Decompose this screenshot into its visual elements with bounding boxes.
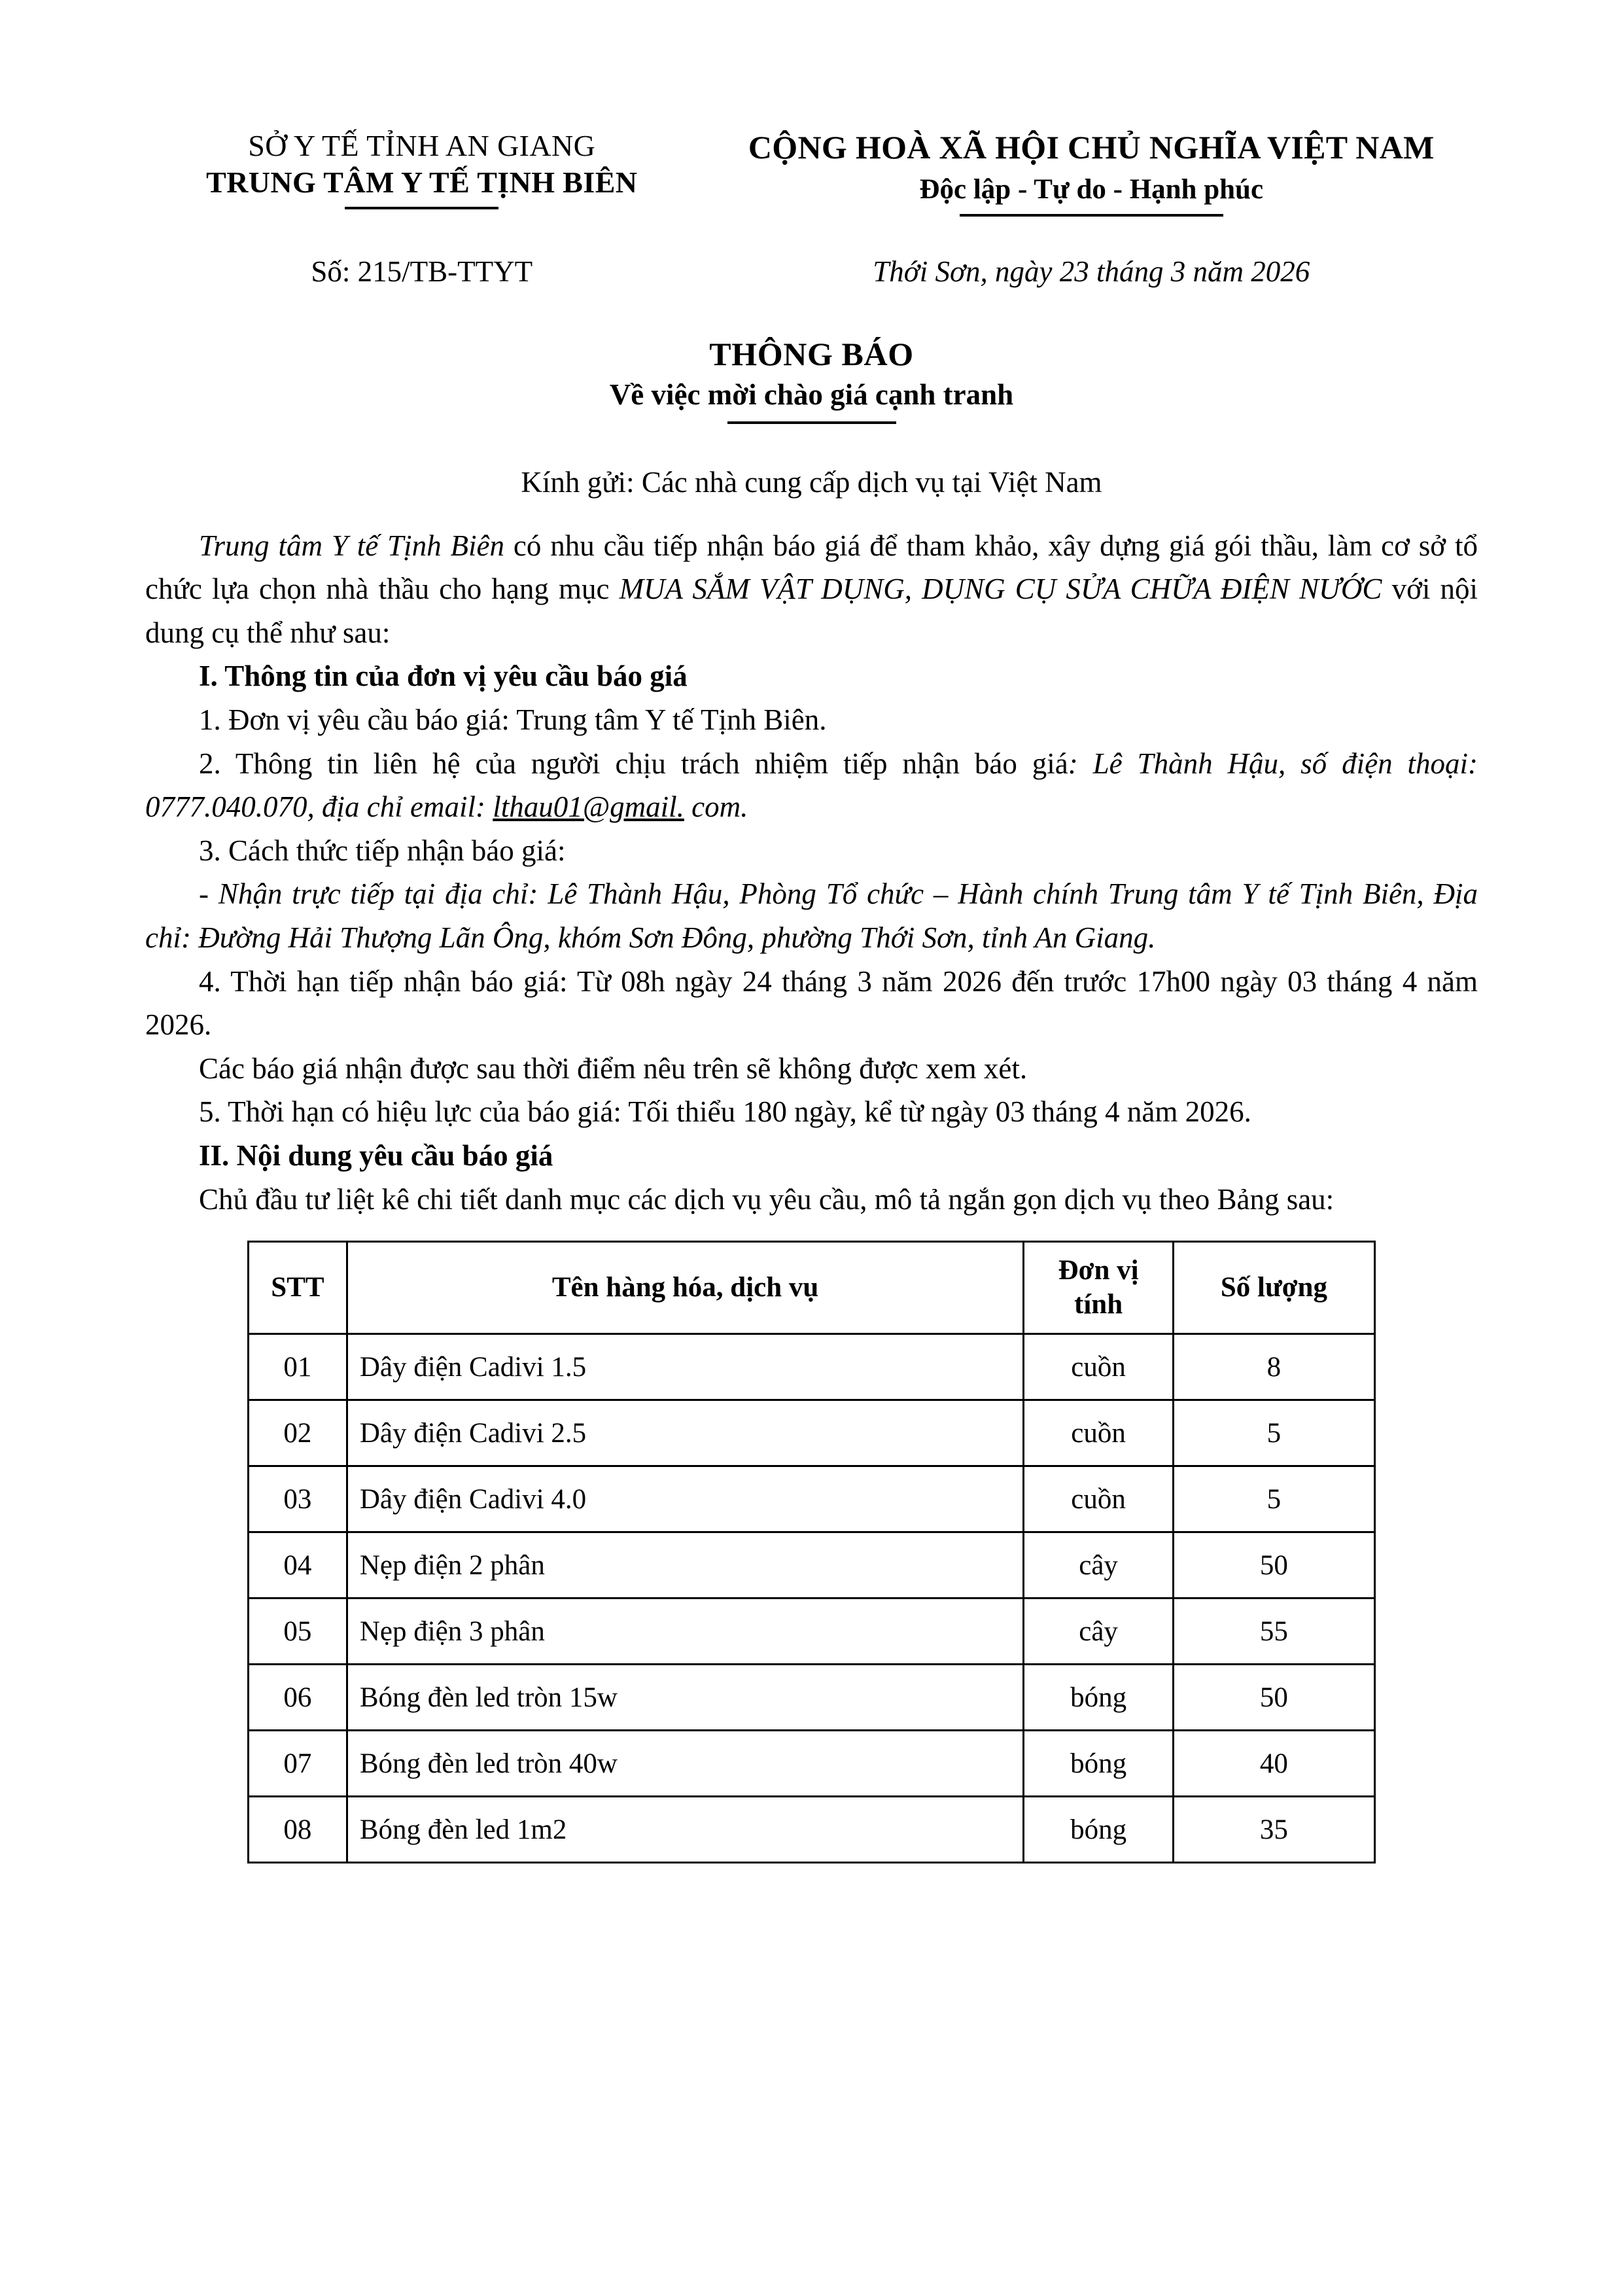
row-unit: cây (1024, 1532, 1173, 1598)
table-row (249, 1731, 1375, 1797)
national-motto: Độc lập - Tự do - Hạnh phúc (919, 174, 1264, 205)
section-1-item-2 (145, 742, 1478, 829)
row-unit: bóng (1024, 1665, 1173, 1731)
table-row (249, 1334, 1375, 1400)
goods-table (247, 1241, 1376, 1863)
section-1-item-4: 4. Thời hạn tiếp nhận báo giá: Từ 08h ngày 24 tháng 3 năm 2026 đến trước 17h00 ngày 03 tháng 4 năm 2026. (145, 964, 1478, 1042)
row-name: Bóng đèn led tròn 15w (347, 1665, 1024, 1731)
row-stt: 01 (249, 1334, 347, 1400)
row-qty: 50 (1173, 1665, 1374, 1731)
row-stt: 07 (249, 1731, 347, 1797)
divider-right (960, 214, 1223, 217)
document-header (145, 128, 1478, 217)
item-2-contact-info: : Lê Thành Hậu, số điện thoại: 0777.040.070, địa chỉ email: (145, 747, 1478, 824)
row-qty: 55 (1173, 1598, 1374, 1665)
intro-org-name: Trung tâm Y tế Tịnh Biên (199, 529, 504, 562)
row-name: Dây điện Cadivi 2.5 (347, 1400, 1024, 1466)
divider-left (345, 207, 498, 209)
intro-subject: MUA SẮM VẬT DỤNG, DỤNG CỤ SỬA CHỮA ĐIỆN NƯỚC (619, 573, 1382, 606)
issuing-authority-block (145, 128, 705, 209)
row-qty: 5 (1173, 1400, 1374, 1466)
column-header-unit: Đơn vị tính (1024, 1242, 1173, 1334)
row-unit: cuồn (1024, 1334, 1173, 1400)
row-unit: bóng (1024, 1731, 1173, 1797)
addressee-line: Kính gửi: Các nhà cung cấp dịch vụ tại Việt Nam (521, 466, 1102, 499)
row-name: Bóng đèn led 1m2 (347, 1797, 1024, 1863)
section-1-item-1: 1. Đơn vị yêu cầu báo giá: Trung tâm Y tế Tịnh Biên. (199, 703, 827, 737)
column-header-name: Tên hàng hóa, dịch vụ (347, 1242, 1024, 1334)
intro-text-part-2: với nội dung cụ thể như sau: (145, 573, 1478, 649)
table-row (249, 1598, 1375, 1665)
row-name: Bóng đèn led tròn 40w (347, 1731, 1024, 1797)
row-name: Dây điện Cadivi 1.5 (347, 1334, 1024, 1400)
table-row (249, 1532, 1375, 1598)
row-unit: cuồn (1024, 1466, 1173, 1532)
title-block (145, 334, 1478, 424)
row-stt: 06 (249, 1665, 347, 1731)
row-stt: 03 (249, 1466, 347, 1532)
intro-text-part-1: có nhu cầu tiếp nhận báo giá để tham khảo, xây dựng giá gói thầu, làm cơ sở tổ chức lựa chọn nhà thầu cho hạng mục (145, 529, 1478, 606)
item-2-lead: 2. Thông tin liên hệ của người chịu trách nhiệm tiếp nhận báo giá (199, 747, 1068, 780)
place-and-date: Thới Sơn, ngày 23 tháng 3 năm 2026 (873, 255, 1310, 288)
row-stt: 08 (249, 1797, 347, 1863)
section-2-lead: Chủ đầu tư liệt kê chi tiết danh mục các dịch vụ yêu cầu, mô tả ngắn gọn dịch vụ theo Bảng sau: (199, 1182, 1335, 1216)
title-divider (727, 421, 896, 424)
number-and-date-row (145, 255, 1478, 289)
row-unit: cây (1024, 1598, 1173, 1665)
row-qty: 50 (1173, 1532, 1374, 1598)
row-qty: 35 (1173, 1797, 1374, 1863)
goods-table-wrapper (145, 1241, 1478, 1863)
section-1-item-5: 5. Thời hạn có hiệu lực của báo giá: Tối thiểu 180 ngày, kể từ ngày 03 tháng 4 năm 2026. (199, 1095, 1251, 1129)
row-stt: 05 (249, 1598, 347, 1665)
item-2-email-tail: com. (684, 790, 748, 824)
row-name: Nẹp điện 3 phân (347, 1598, 1024, 1665)
column-header-qty: Số lượng (1173, 1242, 1374, 1334)
section-2-heading: II. Nội dung yêu cầu báo giá (199, 1139, 553, 1172)
section-1-item-3: 3. Cách thức tiếp nhận báo giá: (199, 834, 566, 867)
center-name: TRUNG TÂM Y TẾ TỊNH BIÊN (206, 166, 638, 200)
section-1-note: Các báo giá nhận được sau thời điểm nêu trên sẽ không được xem xét. (199, 1051, 1028, 1085)
department-name: SỞ Y TẾ TỈNH AN GIANG (248, 129, 596, 162)
row-unit: bóng (1024, 1797, 1173, 1863)
document-body (145, 524, 1478, 1222)
national-heading-block (705, 128, 1478, 217)
document-number: Số: 215/TB-TTYT (311, 255, 533, 288)
column-header-stt: STT (249, 1242, 347, 1334)
section-1-heading: I. Thông tin của đơn vị yêu cầu báo giá (199, 660, 688, 693)
intro-paragraph (145, 524, 1478, 655)
table-row (249, 1665, 1375, 1731)
row-name: Dây điện Cadivi 4.0 (347, 1466, 1024, 1532)
goods-table-body (249, 1334, 1375, 1863)
document-title: THÔNG BÁO (709, 335, 914, 372)
row-name: Nẹp điện 2 phân (347, 1532, 1024, 1598)
row-stt: 02 (249, 1400, 347, 1466)
row-unit: cuồn (1024, 1400, 1173, 1466)
row-stt: 04 (249, 1532, 347, 1598)
table-row (249, 1466, 1375, 1532)
table-row (249, 1400, 1375, 1466)
item-2-email: lthau01@gmail. (493, 790, 684, 824)
table-row (249, 1797, 1375, 1863)
section-1-item-3-detail: - Nhận trực tiếp tại địa chỉ: Lê Thành Hậu, Phòng Tổ chức – Hành chính Trung tâm Y tế Tịnh Biên, Địa chỉ: Đường Hải Thượng Lãn Ông, khóm Sơn Đông, phường Thới Sơn, tỉnh An Giang. (145, 877, 1478, 954)
row-qty: 40 (1173, 1731, 1374, 1797)
table-header-row (249, 1242, 1375, 1334)
row-qty: 8 (1173, 1334, 1374, 1400)
row-qty: 5 (1173, 1466, 1374, 1532)
document-subtitle: Về việc mời chào giá cạnh tranh (609, 378, 1014, 411)
country-name: CỘNG HOÀ XÃ HỘI CHỦ NGHĨA VIỆT NAM (748, 129, 1435, 166)
